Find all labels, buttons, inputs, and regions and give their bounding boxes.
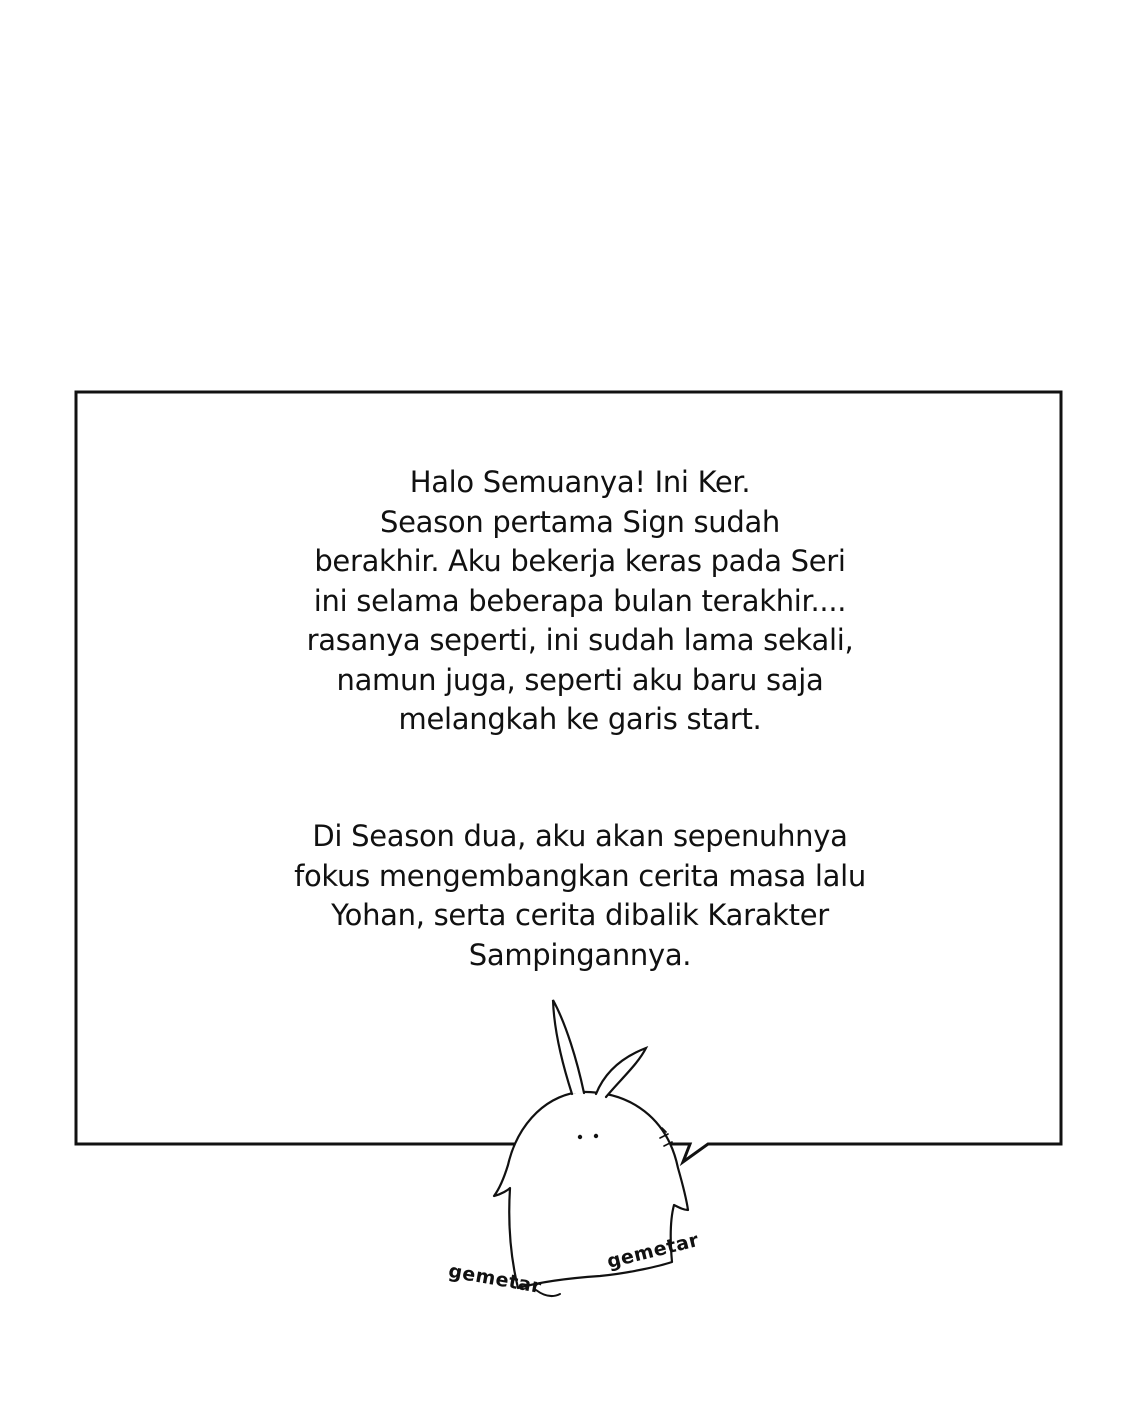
- text-line: Sampingannya.: [468, 937, 692, 972]
- text-line: namun juga, seperti aku baru saja: [336, 662, 824, 697]
- text-line: fokus mengembangkan cerita masa lalu: [294, 858, 866, 893]
- text-line: Di Season dua, aku akan sepenuhnya: [312, 819, 848, 853]
- text-line: berakhir. Aku bekerja keras pada Seri: [314, 544, 846, 578]
- sound-effect-right: gemetar: [604, 1228, 702, 1274]
- speech-text-paragraph-1: [190, 463, 970, 740]
- speech-text-paragraph-2: [190, 817, 970, 975]
- sound-effect-left: gemetar: [446, 1260, 544, 1298]
- rabbit-eye-left: [578, 1135, 582, 1139]
- rabbit-eye-right: [594, 1134, 598, 1138]
- text-line: Yohan, serta cerita dibalik Karakter: [331, 898, 829, 932]
- text-line: Season pertama Sign sudah: [379, 504, 781, 539]
- text-line: Halo Semuanya! Ini Ker.: [409, 465, 751, 499]
- text-line: rasanya seperti, ini sudah lama sekali,: [306, 623, 854, 657]
- text-line: ini selama beberapa bulan terakhir....: [313, 583, 847, 618]
- text-line: melangkah ke garis start.: [398, 702, 762, 736]
